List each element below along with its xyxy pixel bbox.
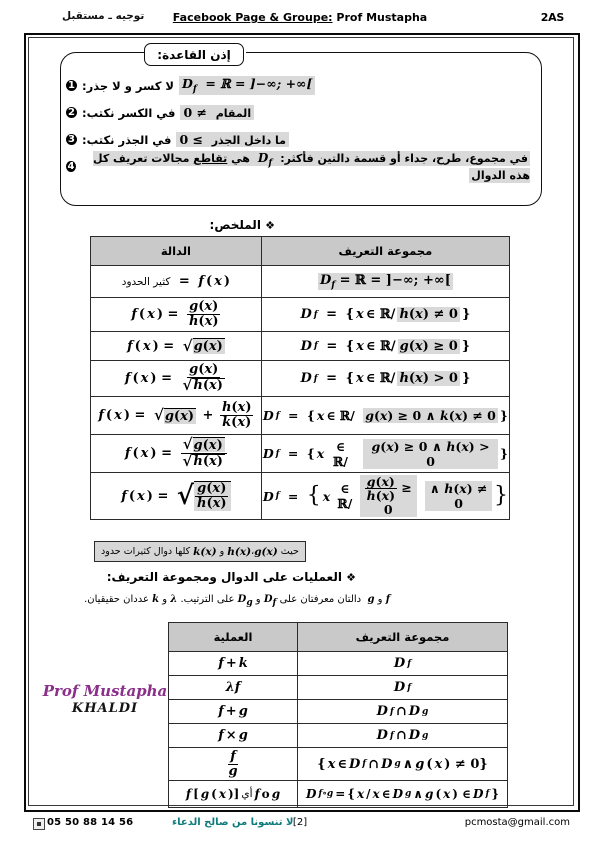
- rule-item: [66, 126, 530, 153]
- summary-domain-cell: $D_f$ = ℝ = ]−∞; +∞[: [261, 266, 509, 298]
- table-row: [169, 724, 508, 748]
- summary-domain-cell: D f = { x ∈ ℝ/ h(x) ≠ 0 }: [261, 298, 509, 332]
- footer-page-number: [2]: [292, 817, 308, 828]
- header-center-text: [0, 11, 600, 24]
- footer-arabic-note: لا تنسونا من صالح الدعاء: [172, 817, 294, 828]
- header-left-text: توجيه ـ مستقبل: [62, 10, 145, 22]
- ops-domain-cell: D f ∩ D g: [298, 724, 508, 748]
- rule-item: [66, 72, 530, 99]
- rule-text-4-pre: في مجموع، طرح، جداء أو قسمة دالتين فأكثر:: [280, 152, 528, 166]
- rule-text-4: في مجموع، طرح، جداء أو قسمة دالتين فأكثر: $D_f$ هي تقاطع مجالات تعريف كل هذه الدوال: [93, 151, 530, 182]
- note-and: و: [219, 546, 225, 557]
- ops-domain-cell: { x ∈ D f ∩ D g ∧ g ( x ) ≠ 0}: [298, 748, 508, 781]
- footer-phone: 05 50 88 14 56: [47, 817, 134, 828]
- ops-operation-cell: f + k: [169, 652, 298, 676]
- ops-domain-cell: D f: [298, 652, 508, 676]
- ops-domain-cell: D f ∩ D g: [298, 700, 508, 724]
- rule-number-1: 1: [66, 80, 77, 91]
- ops-operation-cell: $\frac{f}{g}$: [169, 748, 298, 781]
- rule-number-4: 4: [67, 160, 75, 172]
- summary-domain-cell: D f = { x ∈ ℝ/ g(x) ≥ 0 ∧ h(x) > 0 }: [261, 435, 509, 473]
- signature-line-1: Prof Mustapha: [42, 682, 168, 700]
- summary-header-domain: مجموعة التعريف: [261, 237, 509, 266]
- summary-function-cell: f ( x ) = $\frac{g(x)}{h(x)}$: [91, 298, 262, 332]
- page-footer: [0, 814, 600, 838]
- rule-text-1: لا كسر و لا جذر:: [82, 78, 174, 93]
- table-row: [91, 361, 510, 397]
- ops-operation-cell: f [ g ( x )] أي f o g: [169, 781, 298, 808]
- rule-math-3: ما داخل الجذر ≥ 0: [176, 132, 289, 147]
- signature-line-2: KHALDI: [71, 701, 139, 716]
- rule-text-2: في الكسر نكتب:: [82, 105, 176, 120]
- table-header-row: [169, 623, 508, 652]
- note-math-g: g(x): [254, 545, 278, 558]
- summary-table: [90, 236, 510, 520]
- rule-box-title: إذن القاعدة:: [144, 43, 244, 66]
- table-row: [91, 332, 510, 361]
- rule-number-2: 2: [66, 107, 77, 118]
- ops-domain-cell: D f∘g = { x / x ∈ D g ∧ g ( x ) ∈ D f }: [298, 781, 508, 808]
- table-header-row: [91, 237, 510, 266]
- operations-title: العمليات على الدوال ومجموعة التعريف:: [106, 570, 342, 584]
- summary-table-note: [94, 541, 306, 562]
- ops-header-domain: مجموعة التعريف: [298, 623, 508, 652]
- note-math-k: k(x): [193, 545, 217, 558]
- table-row: [169, 700, 508, 724]
- ops-header-operation: العملية: [169, 623, 298, 652]
- summary-header-function: الدالة: [91, 237, 262, 266]
- summary-bullet-icon: ❖: [265, 219, 275, 232]
- rule-math-2: المقام ≠ 0: [180, 105, 254, 120]
- table-row: [169, 781, 508, 808]
- summary-section-heading: [210, 218, 275, 232]
- rule-item: [66, 99, 530, 126]
- summary-domain-cell: D f = { x ∈ ℝ/ h(x) > 0 }: [261, 361, 509, 397]
- note-sep: ،: [251, 546, 255, 557]
- note-prefix: حيث: [280, 546, 299, 557]
- summary-function-cell: f ( x ) = g(x) √ h ( x ): [91, 361, 262, 397]
- footer-email: pcmosta@gmail.com: [464, 817, 570, 828]
- summary-domain-cell: D f = { x ∈ ℝ/ g(x) ≥ 0 ∧ k(x) ≠ 0 }: [261, 397, 509, 435]
- operations-section-heading: [107, 570, 356, 584]
- table-row: [169, 748, 508, 781]
- note-suffix: كلها دوال كثيرات حدود: [101, 546, 191, 557]
- summary-function-cell: f ( x ) = √ $\frac{g(x)}{h(x)}$: [91, 473, 262, 520]
- ops-operation-cell: f + g: [169, 700, 298, 724]
- table-row: [169, 676, 508, 700]
- rule-math-1: $D_f$ = ℝ = ]−∞; +∞[: [179, 76, 315, 95]
- ops-domain-cell: D f: [298, 676, 508, 700]
- note-math-h: h(x): [227, 545, 252, 558]
- ops-operation-cell: λf: [169, 676, 298, 700]
- rule-item: [66, 153, 530, 180]
- table-row: [91, 397, 510, 435]
- summary-function-cell: كثير الحدود = f ( x ): [91, 266, 262, 298]
- rule-text-3: في الجذر نكتب:: [82, 132, 172, 147]
- operations-table: [168, 622, 508, 808]
- header-author-name: Prof Mustapha: [336, 11, 428, 24]
- summary-function-cell: f ( x ) = √ g ( x ): [91, 332, 262, 361]
- summary-function-cell: f ( x ) = √ g ( x ) √ h ( x ): [91, 435, 262, 473]
- rule-number-3: 3: [66, 134, 77, 145]
- summary-domain-cell: D f = { x ∈ ℝ/ $\frac{g(x)}{h(x)}$ ≥ 0 ∧ h(x) ≠ 0 }: [261, 473, 509, 520]
- header-level-label: 2AS: [540, 11, 564, 24]
- operations-bullet-icon: ❖: [346, 571, 356, 584]
- table-row: [91, 435, 510, 473]
- table-row: [91, 266, 510, 298]
- page-header: [0, 8, 600, 32]
- table-row: [91, 473, 510, 520]
- table-row: [91, 298, 510, 332]
- ops-operation-cell: f × g: [169, 724, 298, 748]
- summary-title: الملخص:: [209, 218, 261, 232]
- signature-block: [40, 682, 170, 716]
- table-row: [169, 652, 508, 676]
- header-facebook-label: Facebook Page & Groupe:: [172, 11, 333, 24]
- operations-intro-text: f و g دالتان معرفتان على Df و Dg على الترتيب. λ و k عددان حقيقيان.: [84, 594, 390, 608]
- summary-function-cell: f ( x ) = √ g ( x ) + $\frac{h(x)}{k(x)}$: [91, 397, 262, 435]
- summary-domain-cell: D f = { x ∈ ℝ/ g(x) ≥ 0 }: [261, 332, 509, 361]
- rule-list: [66, 72, 530, 180]
